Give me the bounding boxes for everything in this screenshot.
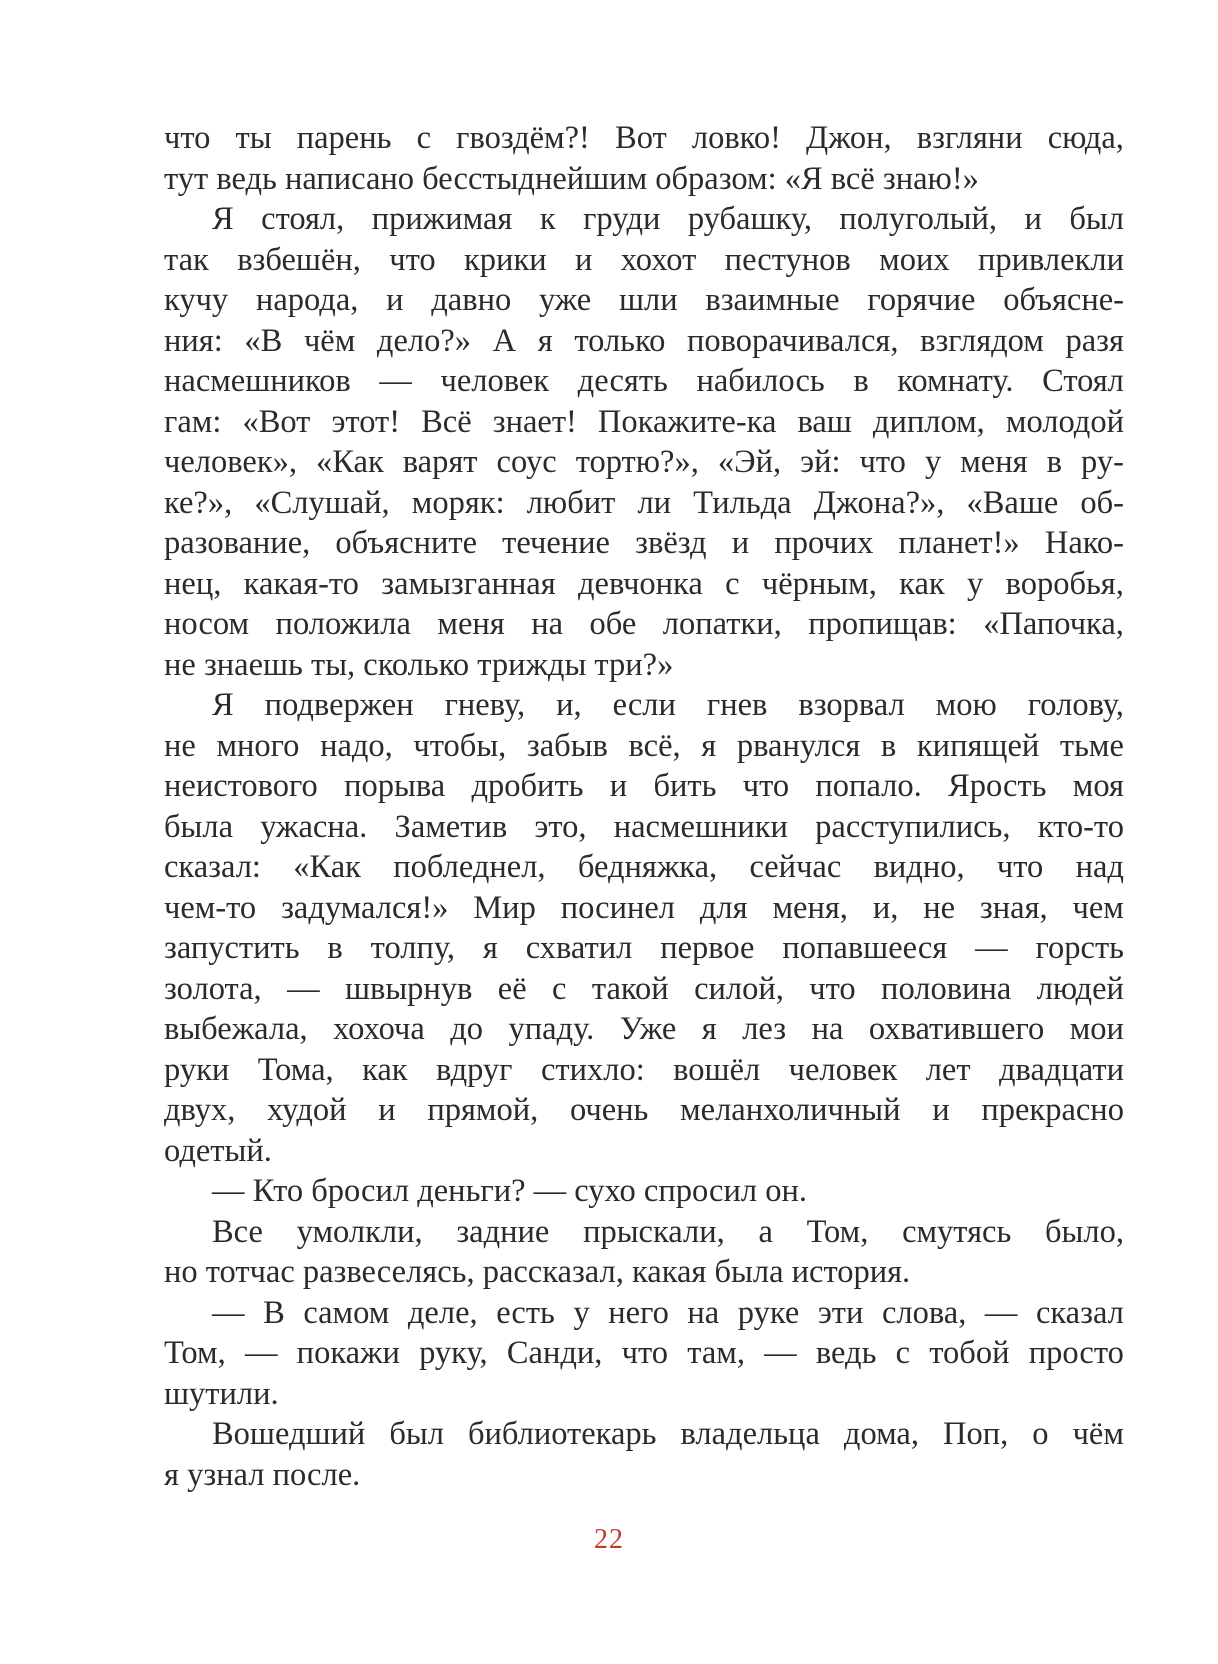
text-line: ке?», «Слушай, моряк: любит ли Тильда Джона?», «Ваше об- bbox=[164, 484, 1124, 521]
book-page bbox=[164, 118, 1124, 1495]
text-line: Том, — покажи руку, Санди, что там, — ведь с тобой просто bbox=[164, 1335, 1124, 1371]
text-line: неистового порыва дробить и бить что попало. Ярость моя bbox=[164, 768, 1124, 804]
text-line: Все умолкли, задние прыскали, а Том, смутясь было, bbox=[212, 1213, 1124, 1250]
text-line: Вошедший был библиотекарь владельца дома, Поп, о чём bbox=[212, 1416, 1124, 1452]
text-line: так взбешён, что крики и хохот пестунов моих привлекли bbox=[164, 241, 1124, 278]
text-line: была ужасна. Заметив это, насмешники расступились, кто-то bbox=[164, 808, 1124, 845]
text-line: шутили. bbox=[164, 1375, 279, 1412]
text-line: не знаешь ты, сколько трижды три?» bbox=[164, 646, 674, 683]
text-line: тут ведь написано бесстыднейшим образом: «Я всё знаю!» bbox=[164, 160, 979, 197]
text-line: Я стоял, прижимая к груди рубашку, полуголый, и был bbox=[212, 201, 1124, 237]
text-line: сказал: «Как побледнел, бедняжка, сейчас видно, что над bbox=[164, 849, 1124, 885]
text-line: что ты парень с гвоздём?! Вот ловко! Джон, взгляни сюда, bbox=[164, 120, 1124, 156]
text-line: — Кто бросил деньги? — сухо спросил он. bbox=[212, 1173, 807, 1209]
text-line: но тотчас развеселясь, рассказал, какая была история. bbox=[164, 1254, 911, 1290]
text-line: одетый. bbox=[164, 1132, 272, 1169]
text-line: носом положила меня на обе лопатки, пропищав: «Папочка, bbox=[164, 606, 1124, 642]
text-line: — В самом деле, есть у него на руке эти слова, — сказал bbox=[212, 1294, 1124, 1331]
text-line: гам: «Вот этот! Всё знает! Покажите-ка ваш диплом, молодой bbox=[164, 403, 1124, 440]
text-line: чем-то задумался!» Мир посинел для меня, и, не зная, чем bbox=[164, 889, 1124, 926]
text-line: выбежала, хохоча до упаду. Уже я лез на охватившего мои bbox=[164, 1011, 1124, 1047]
text-line: Я подвержен гневу, и, если гнев взорвал мою голову, bbox=[212, 687, 1124, 723]
page-number: 22 bbox=[594, 1524, 624, 1555]
text-line: руки Тома, как вдруг стихло: вошёл человек лет двадцати bbox=[164, 1051, 1124, 1088]
text-line: я узнал после. bbox=[164, 1456, 361, 1493]
text-line: нец, какая-то замызганная девчонка с чёрным, как у воробья, bbox=[164, 565, 1124, 602]
text-line: ния: «В чём дело?» А я только поворачивался, взглядом разя bbox=[164, 322, 1124, 359]
text-line: двух, худой и прямой, очень меланхоличный и прекрасно bbox=[164, 1092, 1124, 1128]
text-line: запустить в толпу, я схватил первое попавшееся — горсть bbox=[164, 930, 1124, 966]
text-column bbox=[164, 118, 1124, 1495]
text-line: не много надо, чтобы, забыв всё, я рванулся в кипящей тьме bbox=[164, 727, 1124, 764]
text-line: разование, объясните течение звёзд и прочих планет!» Нако- bbox=[164, 525, 1124, 561]
text-line: кучу народа, и давно уже шли взаимные горячие объясне- bbox=[164, 282, 1124, 318]
text-line: насмешников — человек десять набилось в комнату. Стоял bbox=[164, 363, 1124, 399]
text-line: человек», «Как варят соус тортю?», «Эй, эй: что у меня в ру- bbox=[164, 444, 1124, 480]
text-line: золота, — швырнув её с такой силой, что половина людей bbox=[164, 970, 1124, 1007]
